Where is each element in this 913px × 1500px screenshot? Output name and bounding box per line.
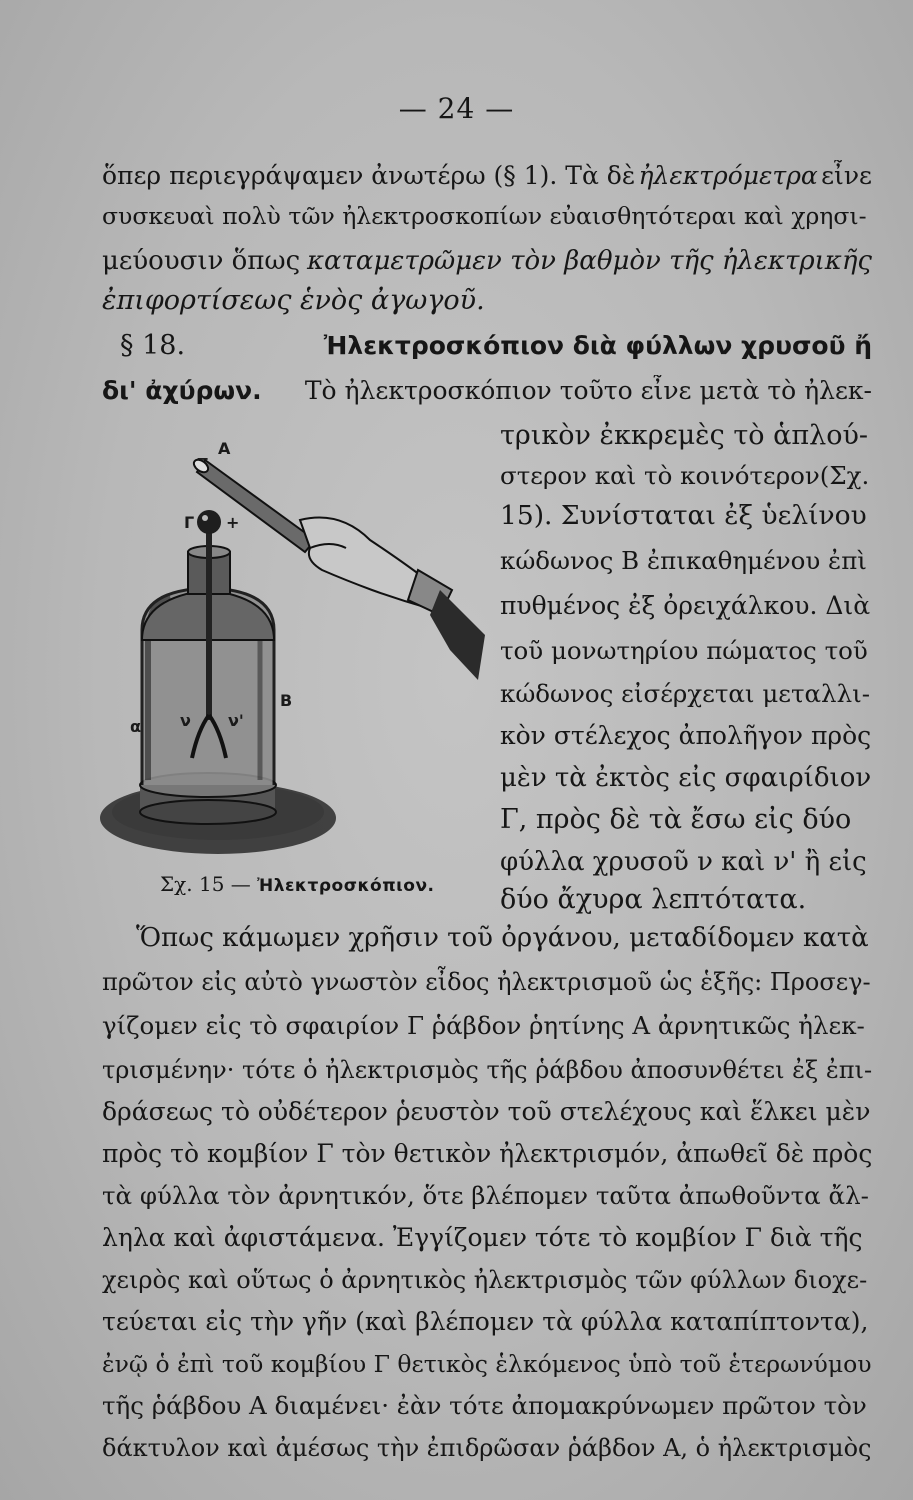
italic-phrase: καταμετρῶμεν τὸν βαθμὸν τῆς ἠλεκτρικῆς (306, 246, 872, 276)
text-line: μὲν τὰ ἐκτὸς εἰς σφαιρίδιον (500, 763, 872, 793)
caption-title: Ἠλεκτροσκόπιον. (257, 876, 435, 896)
label-rod: Α (218, 440, 231, 458)
text-line: στερον καὶ τὸ κοινότερον(Σχ. (500, 461, 870, 490)
label-leaf2: ν' (228, 711, 244, 730)
text-segment: Τὸ ἠλεκτροσκόπιον τοῦτο εἶνε μετὰ τὸ ἠλεκ- (304, 376, 872, 405)
caption-prefix: Σχ. 15 — (160, 872, 251, 896)
text-line: ἐνῷ ὁ ἐπὶ τοῦ κομβίου Γ θετικὸς ἑλκόμενος ὑπὸ τοῦ ἑτερωνύμου (102, 1350, 872, 1378)
text-line: κώδωνος Β ἐπικαθημένου ἐπὶ (500, 546, 867, 575)
text-line: δύο ἄχυρα λεπτότατα. (500, 884, 807, 915)
text-line: 15). Συνίσταται ἐξ ὑελίνου (500, 500, 867, 531)
text-segment: μεύουσιν ὅπως (102, 246, 301, 276)
italic-term: ἠλεκτρόμετρα (638, 161, 818, 190)
text-line: τοῦ μονωτηρίου πώματος τοῦ (500, 636, 868, 665)
text-line: φύλλα χρυσοῦ ν καὶ ν' ἢ εἰς (500, 847, 867, 877)
text-line: τρικὸν ἐκκρεμὲς τὸ ἁπλού- (500, 420, 869, 451)
label-minus: − (196, 449, 210, 468)
text-segment: συσκευαὶ πολὺ τῶν ἠλεκτροσκοπίων εὐαισθητότεραι καὶ χρησι- (102, 202, 867, 230)
text-line: πρῶτον εἰς αὐτὸ γνωστὸν εἶδος ἠλεκτρισμοῦ ὡς ἑξῆς: Προσεγ- (102, 968, 871, 996)
text-line (102, 375, 872, 407)
section-heading: Ἠλεκτροσκόπιον διὰ φύλλων χρυσοῦ ἤ (323, 331, 872, 360)
text-line: κὸν στέλεχος ἀπολῆγον πρὸς (500, 721, 872, 750)
figure-caption (160, 872, 435, 896)
text-line: Ὅπως κάμωμεν χρῆσιν τοῦ ὀργάνου, μεταδίδομεν κατὰ (136, 923, 869, 953)
text-line: χειρὸς καὶ οὕτως ὁ ἀρνητικὸς ἠλεκτρισμὸς τῶν φύλλων διοχε- (102, 1266, 868, 1294)
section-heading-line (120, 330, 872, 362)
text-line (102, 245, 872, 277)
text-line: γίζομεν εἰς τὸ σφαιρίον Γ ῥάβδον ῥητίνης Α ἀρνητικῶς ἠλεκ- (102, 1011, 865, 1040)
text-line: ληλα καὶ ἀφιστάμενα. Ἐγγίζομεν τότε τὸ κομβίον Γ διὰ τῆς (102, 1223, 863, 1252)
page-number: — 24 — (398, 92, 515, 125)
text-line: δράσεως τὸ οὐδέτερον ῥευστὸν τοῦ στελέχους καὶ ἕλκει μὲν (102, 1097, 871, 1126)
text-line: τῆς ῥάβδου Α διαμένει· ἐὰν τότε ἀπομακρύνωμεν πρῶτον τὸν (102, 1391, 867, 1420)
text-line: πυθμένος ἐξ ὀρειχάλκου. Διὰ (500, 591, 871, 620)
label-ball: Γ (184, 513, 195, 532)
text-line: τὰ φύλλα τὸν ἀρνητικόν, ὅτε βλέπομεν ταῦτα ἀπωθοῦντα ἄλ- (102, 1181, 869, 1210)
italic-phrase: ἐπιφορτίσεως ἑνὸς ἀγωγοῦ. (102, 285, 485, 316)
text-line: κώδωνος εἰσέρχεται μεταλλι- (500, 679, 870, 708)
hand-illustration (300, 518, 485, 681)
label-bell: Β (280, 691, 293, 710)
label-plus: + (226, 513, 240, 532)
text-line: πρὸς τὸ κομβίον Γ τὸν θετικὸν ἠλεκτρισμόν, ἀπωθεῖ δὲ πρὸς (102, 1139, 872, 1168)
text-line (102, 285, 872, 317)
text-line: τρισμένην· τότε ὁ ἠλεκτρισμὸς τῆς ῥάβδου ἀποσυνθέτει ἐξ ἐπι- (102, 1056, 872, 1084)
label-leaf1: ν (180, 711, 191, 730)
label-alpha: α (130, 717, 141, 736)
text-segment: ὅπερ περιεγράψαμεν ἀνωτέρω (§ 1). Τὰ δὲ (102, 161, 636, 190)
text-line: δάκτυλον καὶ ἀμέσως τὴν ἐπιδρῶσαν ῥάβδον Α, ὁ ἠλεκτρισμὸς (102, 1434, 872, 1462)
section-number: § 18. (120, 330, 186, 361)
text-line: Γ, πρὸς δὲ τὰ ἔσω εἰς δύο (500, 804, 852, 835)
section-heading-cont: δι' ἀχύρων. (102, 376, 262, 405)
text-line (102, 160, 872, 192)
electroscope-figure (100, 440, 490, 880)
text-line (102, 200, 872, 232)
text-segment: εἶνε (821, 161, 872, 190)
text-line: τεύεται εἰς τὴν γῆν (καὶ βλέπομεν τὰ φύλλα καταπίπτοντα), (102, 1307, 869, 1336)
